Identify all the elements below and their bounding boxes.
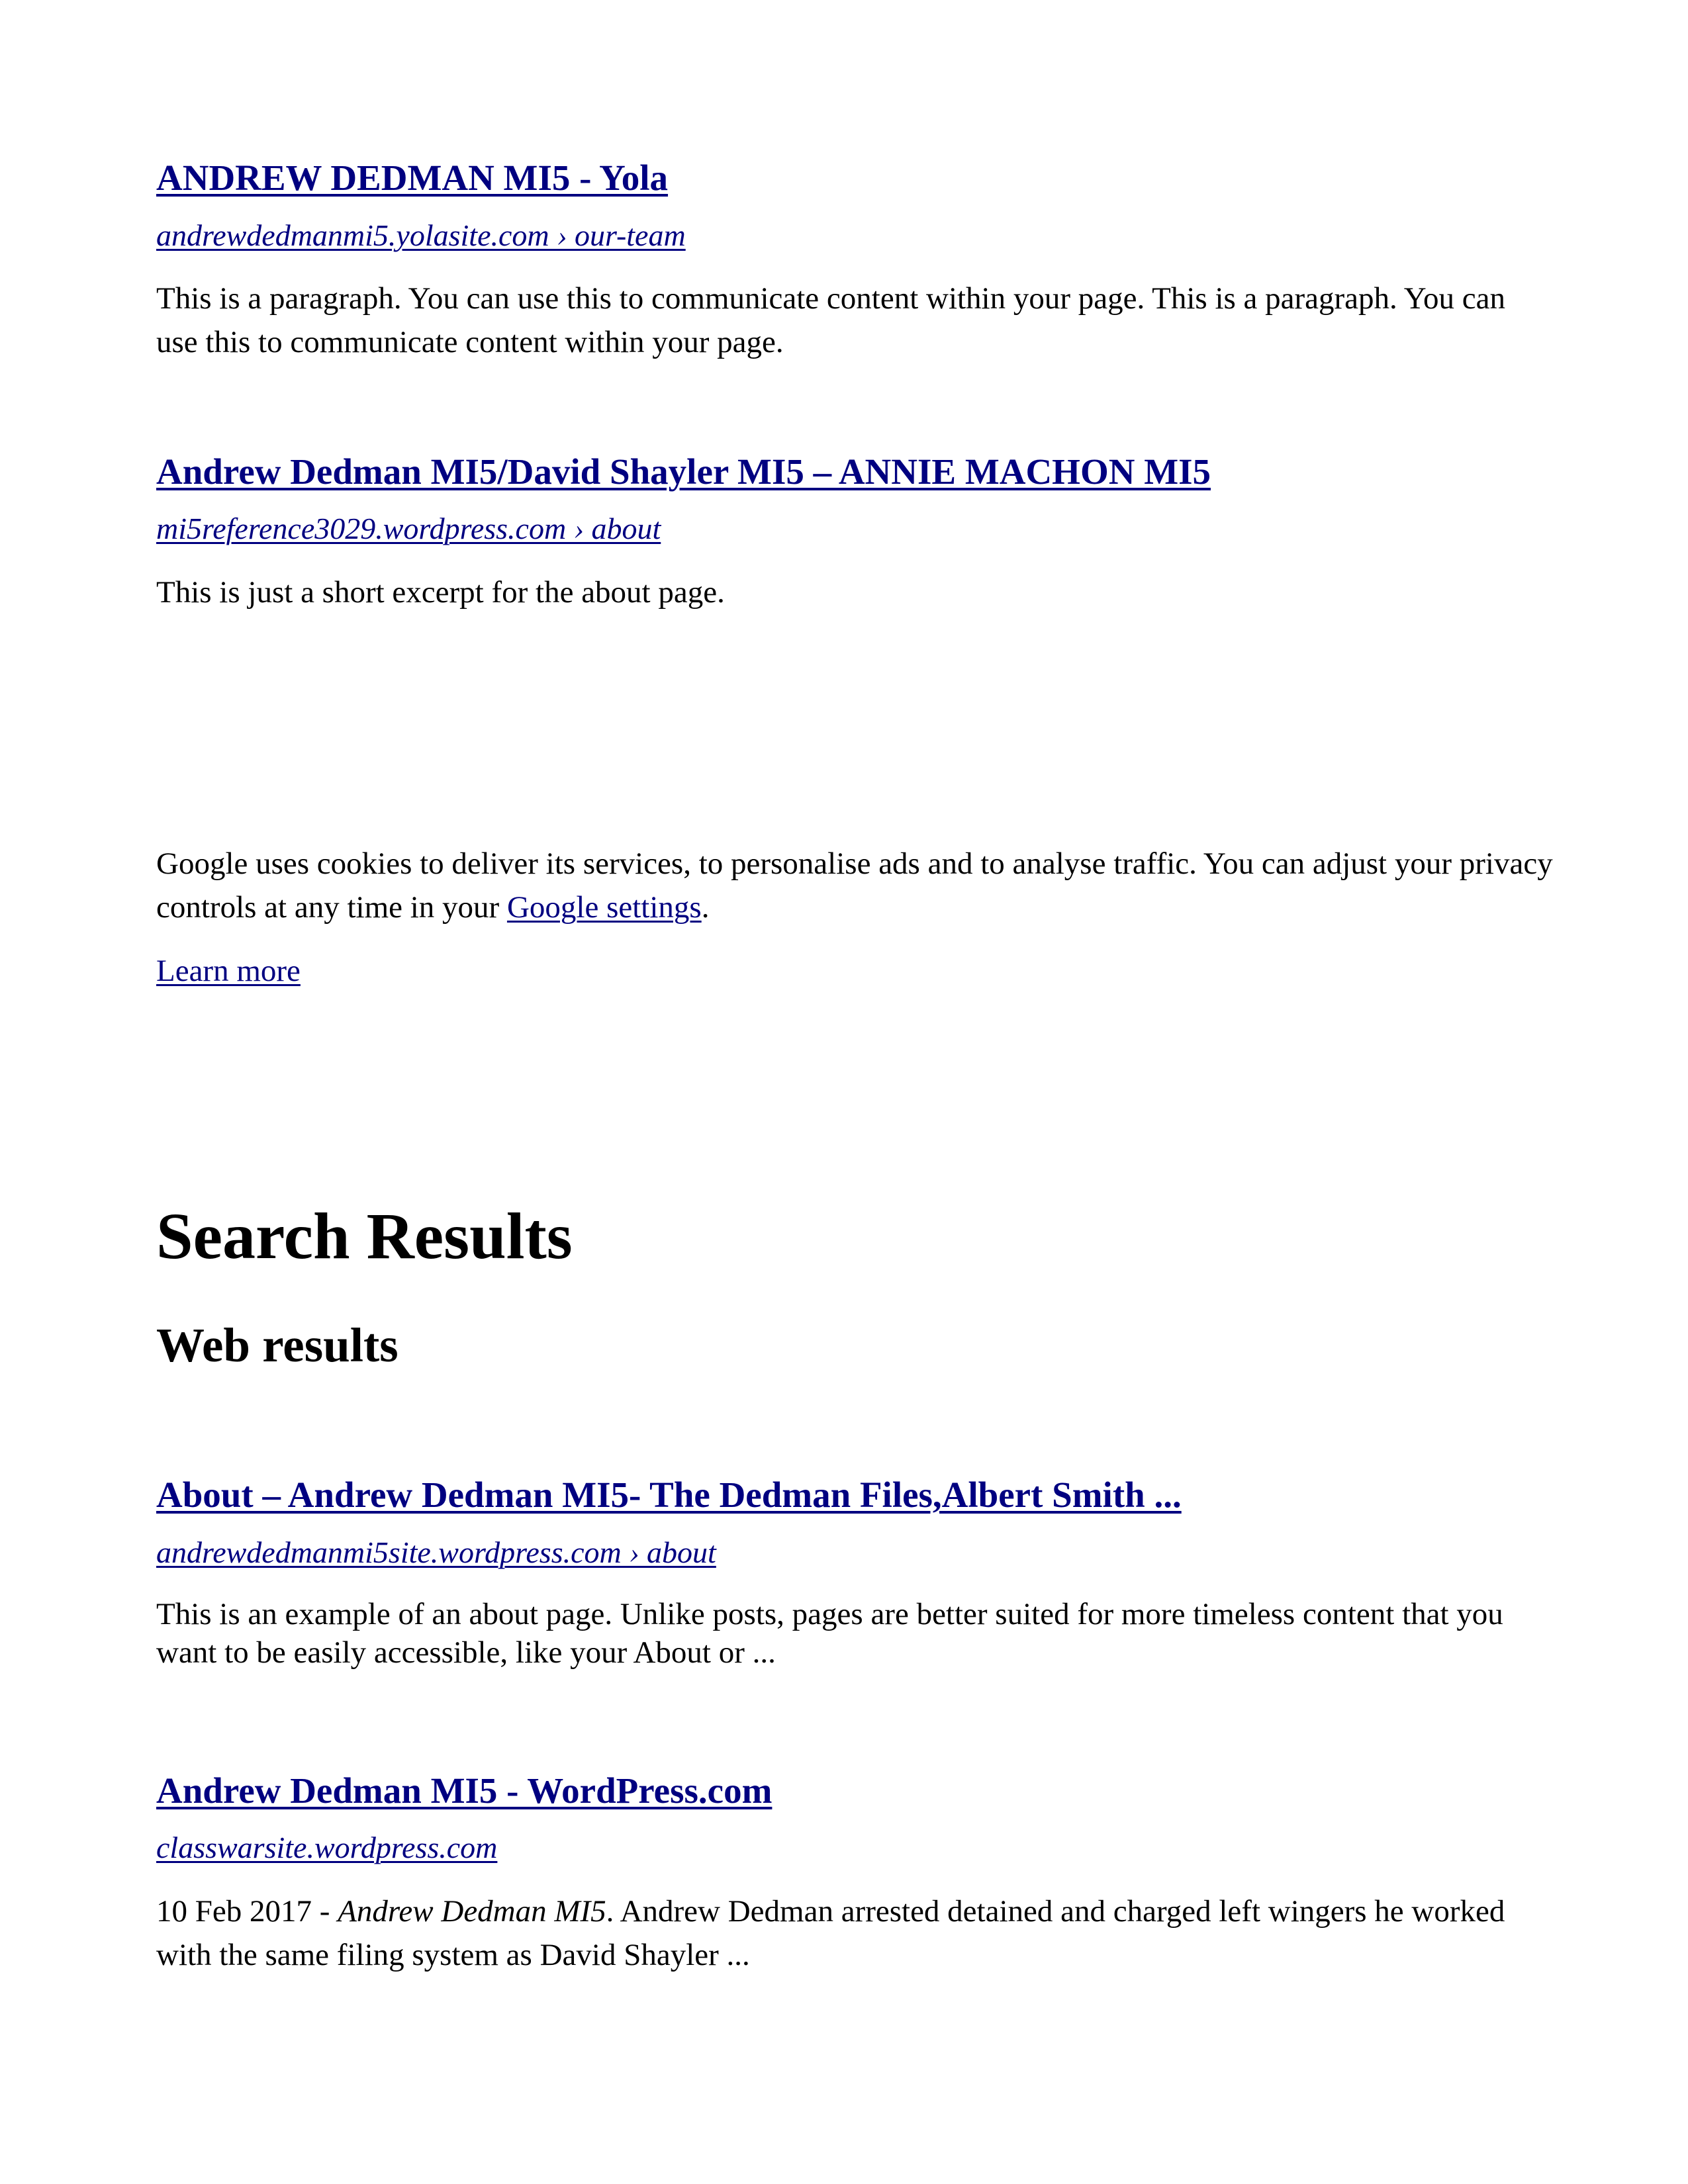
result-title-link[interactable]: Andrew Dedman MI5 - WordPress.com	[156, 1770, 773, 1811]
result-snippet-text: . Andrew Dedman arrested detained and charged left wingers he worked with the same filing system as David Shayler ...	[156, 1894, 1505, 1972]
result-snippet	[156, 1889, 1553, 1977]
section-heading: Web results	[156, 1318, 399, 1372]
result-title-link[interactable]: About – Andrew Dedman MI5- The Dedman Files,Albert Smith ...	[156, 1475, 1182, 1515]
page-title: Search Results	[156, 1199, 573, 1273]
cookie-notice-period: .	[701, 890, 710, 925]
cookie-notice-text: Google uses cookies to deliver its services, to personalise ads and to analyse traffic. You can adjust your privacy controls at any time in your	[156, 846, 1553, 925]
result-url-link[interactable]: andrewdedmanmi5.yolasite.com › our-team	[156, 218, 686, 252]
google-settings-link[interactable]: Google settings	[506, 890, 702, 925]
result-title-link[interactable]: Andrew Dedman MI5/David Shayler MI5 – ANNIE MACHON MI5	[156, 451, 1211, 492]
result-snippet: This is a paragraph. You can use this to communicate content within your page. This is a paragraph. You can use this to communicate content within your page.	[156, 281, 1506, 359]
cookie-notice	[156, 842, 1553, 929]
result-url-link[interactable]: andrewdedmanmi5site.wordpress.com › about	[156, 1535, 716, 1569]
result-snippet: This is just a short excerpt for the about page.	[156, 575, 725, 610]
result-snippet: This is an example of an about page. Unlike posts, pages are better suited for more timeless content that you want to be easily accessible, like your About or ...	[156, 1597, 1503, 1670]
learn-more-link[interactable]: Learn more	[156, 954, 301, 988]
result-url-link[interactable]: classwarsite.wordpress.com	[156, 1831, 498, 1864]
result-snippet-emphasis: Andrew Dedman MI5	[338, 1894, 606, 1929]
result-date: 10 Feb 2017 -	[156, 1894, 338, 1929]
result-title-link[interactable]: ANDREW DEDMAN MI5 - Yola	[156, 158, 669, 198]
result-url-link[interactable]: mi5reference3029.wordpress.com › about	[156, 512, 661, 545]
